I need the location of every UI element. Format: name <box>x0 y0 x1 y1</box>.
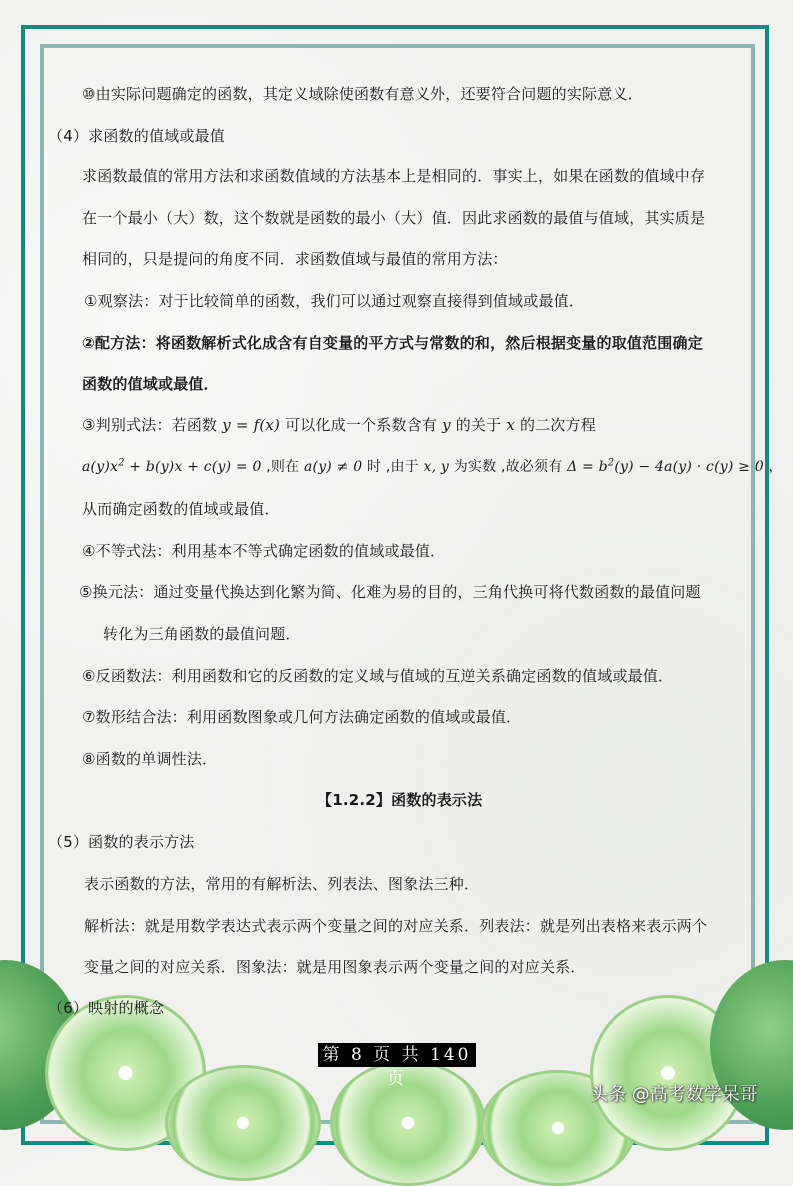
text: 的关于 <box>455 416 502 434</box>
text: 时 ,由于 <box>366 459 419 475</box>
section-heading-4: （4）求函数的值域或最值 <box>48 127 225 145</box>
method-item-3-formula-line <box>82 457 783 477</box>
formula-y-equals-fx: y = f(x) <box>222 416 281 434</box>
text: 可以化成一个系数含有 <box>285 416 438 434</box>
section-heading-5: （5）函数的表示方法 <box>48 833 195 851</box>
section-title-1-2-2: 【1.2.2】函数的表示法 <box>317 791 483 809</box>
formula-part: a(y)x <box>82 459 119 475</box>
watermark: 头条 @高考数学呆哥 <box>590 1084 758 1105</box>
page-number: 第 8 页 共 140 页 <box>318 1043 476 1067</box>
paragraph-line: 解析法：就是用数学表达式表示两个变量之间的对应关系．列表法：就是列出表格来表示两个 <box>84 917 708 935</box>
lime-slice-decoration-icon <box>330 1060 486 1186</box>
text: ， <box>768 459 783 475</box>
section-heading-6: （6）映射的概念 <box>48 999 165 1017</box>
formula-part: Δ = b <box>567 459 608 475</box>
formula-discriminant <box>567 459 764 475</box>
formula-a-not-zero: a(y) ≠ 0 <box>303 459 363 475</box>
formula-part: + b(y)x + c(y) = 0 <box>124 459 262 475</box>
formula-quadratic <box>82 459 262 475</box>
method-item-2-cont: 函数的值域或最值． <box>82 375 219 393</box>
variable-x: x <box>506 416 515 434</box>
method-item-8: ⑧函数的单调性法． <box>82 750 218 768</box>
paragraph-line: 相同的，只是提问的角度不同．求函数值域与最值的常用方法： <box>82 250 508 268</box>
method-item-4: ④不等式法：利用基本不等式确定函数的值域或最值． <box>82 542 446 560</box>
method-item-2: ②配方法：将函数解析式化成含有自变量的平方式与常数的和，然后根据变量的取值范围确定 <box>82 334 703 352</box>
paragraph-line: 求函数最值的常用方法和求函数值域的方法基本上是相同的．事实上，如果在函数的值域中存 <box>82 167 706 185</box>
text: ,则在 <box>266 459 300 475</box>
text: 的二次方程 <box>519 416 596 434</box>
paragraph-line: 从而确定函数的值域或最值． <box>82 500 280 518</box>
text: ③判别式法：若函数 <box>82 416 218 434</box>
paragraph-item-10: ⑩由实际问题确定的函数，其定义域除使函数有意义外，还要符合问题的实际意义． <box>82 85 643 103</box>
text: 为实数 ,故必须有 <box>453 459 563 475</box>
paragraph-line: 变量之间的对应关系．图象法：就是用图象表示两个变量之间的对应关系． <box>84 958 586 976</box>
method-item-5-cont: 转化为三角函数的最值问题． <box>103 625 301 643</box>
variable-y: y <box>442 416 451 434</box>
method-item-7: ⑦数形结合法：利用函数图象或几何方法确定函数的值域或最值． <box>82 708 522 726</box>
method-item-3 <box>82 415 596 435</box>
formula-part: (y) − 4a(y) · c(y) ≥ 0 <box>614 459 764 475</box>
method-item-5: ⑤换元法：通过变量代换达到化繁为简、化难为易的目的，三角代换可将代数函数的最值问题 <box>79 583 701 601</box>
lime-slice-decoration-icon <box>165 1065 321 1181</box>
paragraph-line: 表示函数的方法，常用的有解析法、列表法、图象法三种． <box>84 875 480 893</box>
method-item-6: ⑥反函数法：利用函数和它的反函数的定义域与值域的互逆关系确定函数的值域或最值． <box>82 667 674 685</box>
superscript: 2 <box>118 457 125 469</box>
method-item-1: ①观察法：对于比较简单的函数，我们可以通过观察直接得到值域或最值． <box>84 292 585 310</box>
paragraph-line: 在一个最小（大）数，这个数就是函数的最小（大）值．因此求函数的最值与值域，其实质是 <box>82 209 706 227</box>
variables-xy: x, y <box>423 459 450 475</box>
superscript: 2 <box>607 457 615 469</box>
